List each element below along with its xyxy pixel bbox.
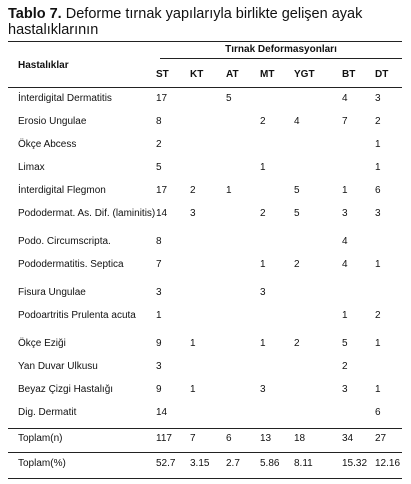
cell-st: 9 (156, 384, 162, 395)
cell-dt: 2 (375, 310, 381, 321)
cell-bt: 3 (342, 208, 348, 219)
cell-dt: 1 (375, 384, 381, 395)
cell-at: 1 (226, 185, 232, 196)
disease-name: Dig. Dermatit (18, 407, 77, 418)
cell-st: 14 (156, 208, 168, 219)
total-dt: 27 (375, 433, 387, 444)
cell-mt: 1 (260, 162, 266, 173)
cell-kt: 1 (190, 338, 196, 349)
cell-bt: 1 (342, 310, 348, 321)
cell-bt: 4 (342, 236, 348, 247)
cell-kt: 1 (190, 384, 196, 395)
cell-st: 1 (156, 310, 162, 321)
table-caption: Deforme tırnak yapılarıyla birlikte gelişen ayak hastalıklarının (8, 6, 363, 38)
totals-rule-middle (8, 452, 402, 453)
bottom-rule (8, 478, 402, 479)
total-bt: 15.32 (342, 458, 368, 469)
total-at: 2.7 (226, 458, 240, 469)
cell-bt: 2 (342, 361, 348, 372)
column-header-ygt: YGT (294, 69, 315, 80)
column-headers (0, 69, 411, 81)
cell-bt: 7 (342, 116, 348, 127)
cell-ygt: 2 (294, 338, 300, 349)
total-kt: 7 (190, 433, 196, 444)
disease-name: Podo. Circumscripta. (18, 236, 111, 247)
cell-bt: 3 (342, 384, 348, 395)
total-at: 6 (226, 433, 232, 444)
column-header-bt: BT (342, 69, 356, 80)
total-kt: 3.15 (190, 458, 210, 469)
column-header-mt: MT (260, 69, 275, 80)
disease-name: Pododermatitis. Septica (18, 259, 124, 270)
cell-dt: 2 (375, 116, 381, 127)
cell-mt: 2 (260, 116, 266, 127)
column-header-kt: KT (190, 69, 204, 80)
cell-st: 3 (156, 361, 162, 372)
cell-st: 8 (156, 116, 162, 127)
totals-rule-top (8, 428, 402, 429)
totals-label: Toplam(%) (18, 458, 66, 469)
cell-mt: 1 (260, 338, 266, 349)
disease-name: Ökçe Eziği (18, 338, 66, 349)
cell-bt: 1 (342, 185, 348, 196)
header-rule (8, 87, 402, 88)
cell-mt: 2 (260, 208, 266, 219)
cell-st: 3 (156, 287, 162, 298)
disease-name: Yan Duvar Ulkusu (18, 361, 98, 372)
disease-name: Beyaz Çizgi Hastalığı (18, 384, 114, 395)
cell-ygt: 5 (294, 208, 300, 219)
total-mt: 13 (260, 433, 272, 444)
disease-column-header: Hastalıklar (18, 60, 69, 71)
cell-dt: 3 (375, 93, 381, 104)
cell-kt: 2 (190, 185, 196, 196)
cell-st: 7 (156, 259, 162, 270)
cell-mt: 3 (260, 287, 266, 298)
cell-st: 17 (156, 93, 168, 104)
column-header-dt: DT (375, 69, 389, 80)
total-bt: 34 (342, 433, 354, 444)
cell-st: 9 (156, 338, 162, 349)
total-st: 117 (156, 433, 172, 444)
cell-at: 5 (226, 93, 232, 104)
disease-name: Erosio Ungulae (18, 116, 87, 127)
cell-st: 14 (156, 407, 168, 418)
disease-name: İnterdigital Flegmon (18, 185, 106, 196)
table-title (8, 6, 404, 38)
total-dt: 12.16 (375, 458, 401, 469)
total-st: 52.7 (156, 458, 176, 469)
cell-dt: 6 (375, 407, 381, 418)
disease-name: Pododermat. As. Dif. (laminitis) (18, 208, 156, 219)
cell-st: 5 (156, 162, 162, 173)
column-group-rule (160, 58, 402, 59)
cell-kt: 3 (190, 208, 196, 219)
total-ygt: 8.11 (294, 458, 313, 469)
disease-name: Podoartritis Prulenta acuta (18, 310, 136, 321)
cell-bt: 4 (342, 259, 348, 270)
total-ygt: 18 (294, 433, 306, 444)
cell-dt: 1 (375, 259, 381, 270)
column-group-header: Tırnak Deformasyonları (225, 44, 337, 55)
table-number: Tablo 7. (8, 6, 62, 22)
cell-dt: 1 (375, 338, 381, 349)
cell-mt: 1 (260, 259, 266, 270)
cell-ygt: 4 (294, 116, 300, 127)
top-rule (8, 41, 402, 42)
cell-dt: 1 (375, 162, 381, 173)
cell-st: 17 (156, 185, 168, 196)
disease-name: Fisura Ungulae (18, 287, 86, 298)
cell-dt: 6 (375, 185, 381, 196)
cell-bt: 4 (342, 93, 348, 104)
cell-st: 2 (156, 139, 162, 150)
cell-mt: 3 (260, 384, 266, 395)
cell-bt: 5 (342, 338, 348, 349)
totals-label: Toplam(n) (18, 433, 63, 444)
column-header-at: AT (226, 69, 239, 80)
disease-name: Ökçe Abcess (18, 139, 77, 150)
cell-ygt: 2 (294, 259, 300, 270)
column-header-st: ST (156, 69, 169, 80)
total-mt: 5.86 (260, 458, 280, 469)
cell-dt: 3 (375, 208, 381, 219)
disease-name: Limax (18, 162, 45, 173)
cell-dt: 1 (375, 139, 381, 150)
cell-ygt: 5 (294, 185, 300, 196)
disease-name: İnterdigital Dermatitis (18, 93, 112, 104)
cell-st: 8 (156, 236, 162, 247)
